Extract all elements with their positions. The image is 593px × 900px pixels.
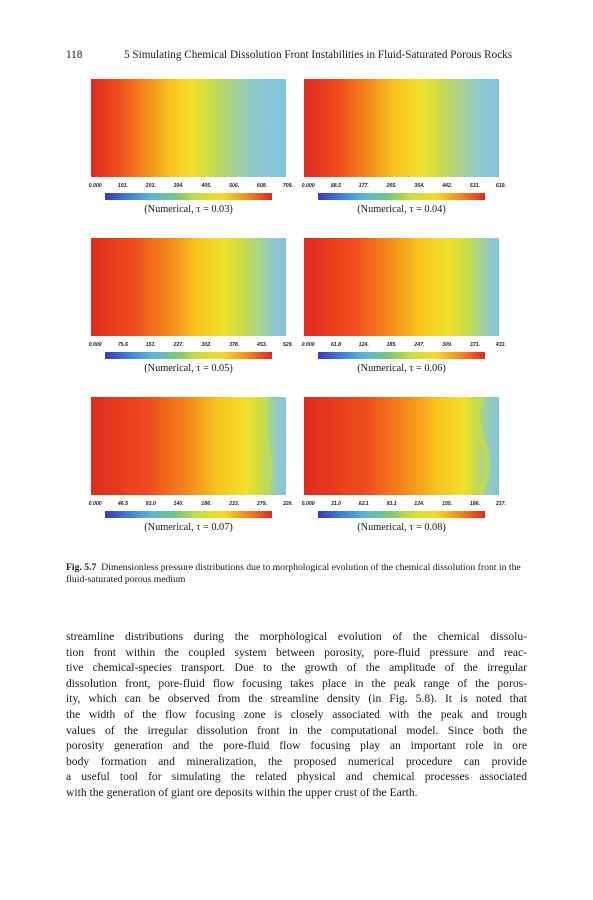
pressure-field-plot xyxy=(304,397,499,495)
tick-label: 88.5 xyxy=(330,183,341,189)
colorbar xyxy=(105,193,272,200)
tick-label: 75.6 xyxy=(117,342,128,348)
body-line: tive chemical-species transport. Due to the growth of the amplitude of the irregular xyxy=(66,661,527,675)
colorbar-tick-labels xyxy=(300,342,507,352)
figure-label: Fig. 5.7 xyxy=(66,562,97,573)
colorbar-tick-labels xyxy=(300,501,507,511)
pressure-field-plot xyxy=(91,79,286,177)
colorbar xyxy=(318,511,485,518)
colorbar xyxy=(318,193,485,200)
tick-label: 186. xyxy=(201,501,212,507)
tick-label: 0.000 xyxy=(88,501,102,507)
pressure-field-plot xyxy=(304,238,499,336)
body-line: a useful tool for simulating the related physical and chemical processes associated xyxy=(66,770,527,784)
pressure-field-plot xyxy=(91,238,286,336)
tick-label: 93.0 xyxy=(145,501,156,507)
tick-label: 304. xyxy=(173,183,184,189)
page-header xyxy=(66,49,527,65)
body-line: tion front within the coupled system between porosity, pore-fluid pressure and reac- xyxy=(66,645,527,659)
panel-caption: (Numerical, τ = 0.08) xyxy=(357,522,446,533)
tick-label: 151. xyxy=(145,342,156,348)
body-line: values of the irregular dissolution front in the computational model. Since both the xyxy=(66,723,527,737)
tick-label: 0.000 xyxy=(301,342,315,348)
colorbar-tick-labels xyxy=(87,342,294,352)
body-line: ity, which can be observed from the streamline density (in Fig. 5.8). It is noted that xyxy=(66,692,527,706)
colorbar xyxy=(318,352,485,359)
tick-label: 433. xyxy=(495,342,507,348)
tick-label: 506. xyxy=(229,183,240,189)
tick-label: 279. xyxy=(256,501,268,507)
tick-label: 378. xyxy=(229,342,240,348)
tick-label: 46.5 xyxy=(117,501,128,507)
tick-label: 709. xyxy=(282,183,294,189)
tick-label: 302. xyxy=(201,342,212,348)
tick-label: 101. xyxy=(117,183,128,189)
tick-label: 124. xyxy=(358,342,369,348)
body-line: the width of the flow focusing zone is closely associated with the peak and trough xyxy=(66,707,527,721)
tick-label: 608. xyxy=(256,183,268,189)
colorbar xyxy=(105,511,272,518)
tick-label: 531. xyxy=(469,183,481,189)
tick-label: 619. xyxy=(495,183,507,189)
colorbar-tick-labels xyxy=(87,501,294,511)
tick-label: 62.1 xyxy=(358,501,369,507)
tick-label: 124. xyxy=(414,501,425,507)
tick-label: 354. xyxy=(414,183,425,189)
colorbar xyxy=(105,352,272,359)
tick-label: 0.000 xyxy=(88,183,102,189)
body-line: with the generation of giant ore deposits within the upper crust of the Earth. xyxy=(66,785,418,799)
body-line: streamline distributions during the morphological evolution of the chemical dissolu- xyxy=(66,630,527,643)
pressure-field-plot xyxy=(304,79,499,177)
tick-label: 309. xyxy=(442,342,453,348)
tick-label: 247. xyxy=(414,342,425,348)
tick-label: 217. xyxy=(495,501,507,507)
panel-caption: (Numerical, τ = 0.03) xyxy=(144,204,233,215)
tick-label: 227. xyxy=(173,342,184,348)
tick-label: 140. xyxy=(173,501,184,507)
chapter-title: 5 Simulating Chemical Dissolution Front Instabilities in Fluid-Saturated Porous Rocks xyxy=(124,49,513,61)
panel-caption: (Numerical, τ = 0.05) xyxy=(144,363,233,374)
tick-label: 177. xyxy=(358,183,369,189)
tick-label: 453. xyxy=(256,342,268,348)
panel-caption: (Numerical, τ = 0.07) xyxy=(144,522,233,533)
body-line: body formation and mineralization, the proposed numerical procedure can provide xyxy=(66,754,527,768)
panel-caption: (Numerical, τ = 0.06) xyxy=(357,363,446,374)
body-line: porosity generation and the pore-fluid flow focusing play an important role in ore xyxy=(66,739,527,753)
colorbar-tick-labels xyxy=(300,183,507,193)
tick-label: 233. xyxy=(229,501,240,507)
colorbar-tick-labels xyxy=(87,183,294,193)
figure-caption xyxy=(66,562,527,586)
page-number: 118 xyxy=(66,49,83,61)
tick-label: 93.1 xyxy=(386,501,397,507)
tick-label: 371. xyxy=(469,342,481,348)
tick-label: 0.000 xyxy=(301,183,315,189)
body-line: dissolution front, pore-fluid flow focusing takes place in the peak range of the poros- xyxy=(66,676,527,690)
tick-label: 529. xyxy=(282,342,294,348)
panel-caption: (Numerical, τ = 0.04) xyxy=(357,204,446,215)
body-paragraph xyxy=(66,629,527,801)
tick-label: 186. xyxy=(469,501,481,507)
tick-label: 265. xyxy=(386,183,397,189)
tick-label: 155. xyxy=(442,501,453,507)
tick-label: 0.000 xyxy=(88,342,102,348)
tick-label: 326. xyxy=(282,501,294,507)
tick-label: 405. xyxy=(201,183,212,189)
tick-label: 0.000 xyxy=(301,501,315,507)
tick-label: 203. xyxy=(145,183,156,189)
tick-label: 31.0 xyxy=(330,501,341,507)
tick-label: 61.8 xyxy=(330,342,341,348)
pressure-field-plot xyxy=(91,397,286,495)
tick-label: 185. xyxy=(386,342,397,348)
figure-caption-text: Dimensionless pressure distributions due to morphological evolution of the chemical dissolution front in the fluid-saturated porous medium xyxy=(66,562,521,585)
tick-label: 442. xyxy=(442,183,453,189)
